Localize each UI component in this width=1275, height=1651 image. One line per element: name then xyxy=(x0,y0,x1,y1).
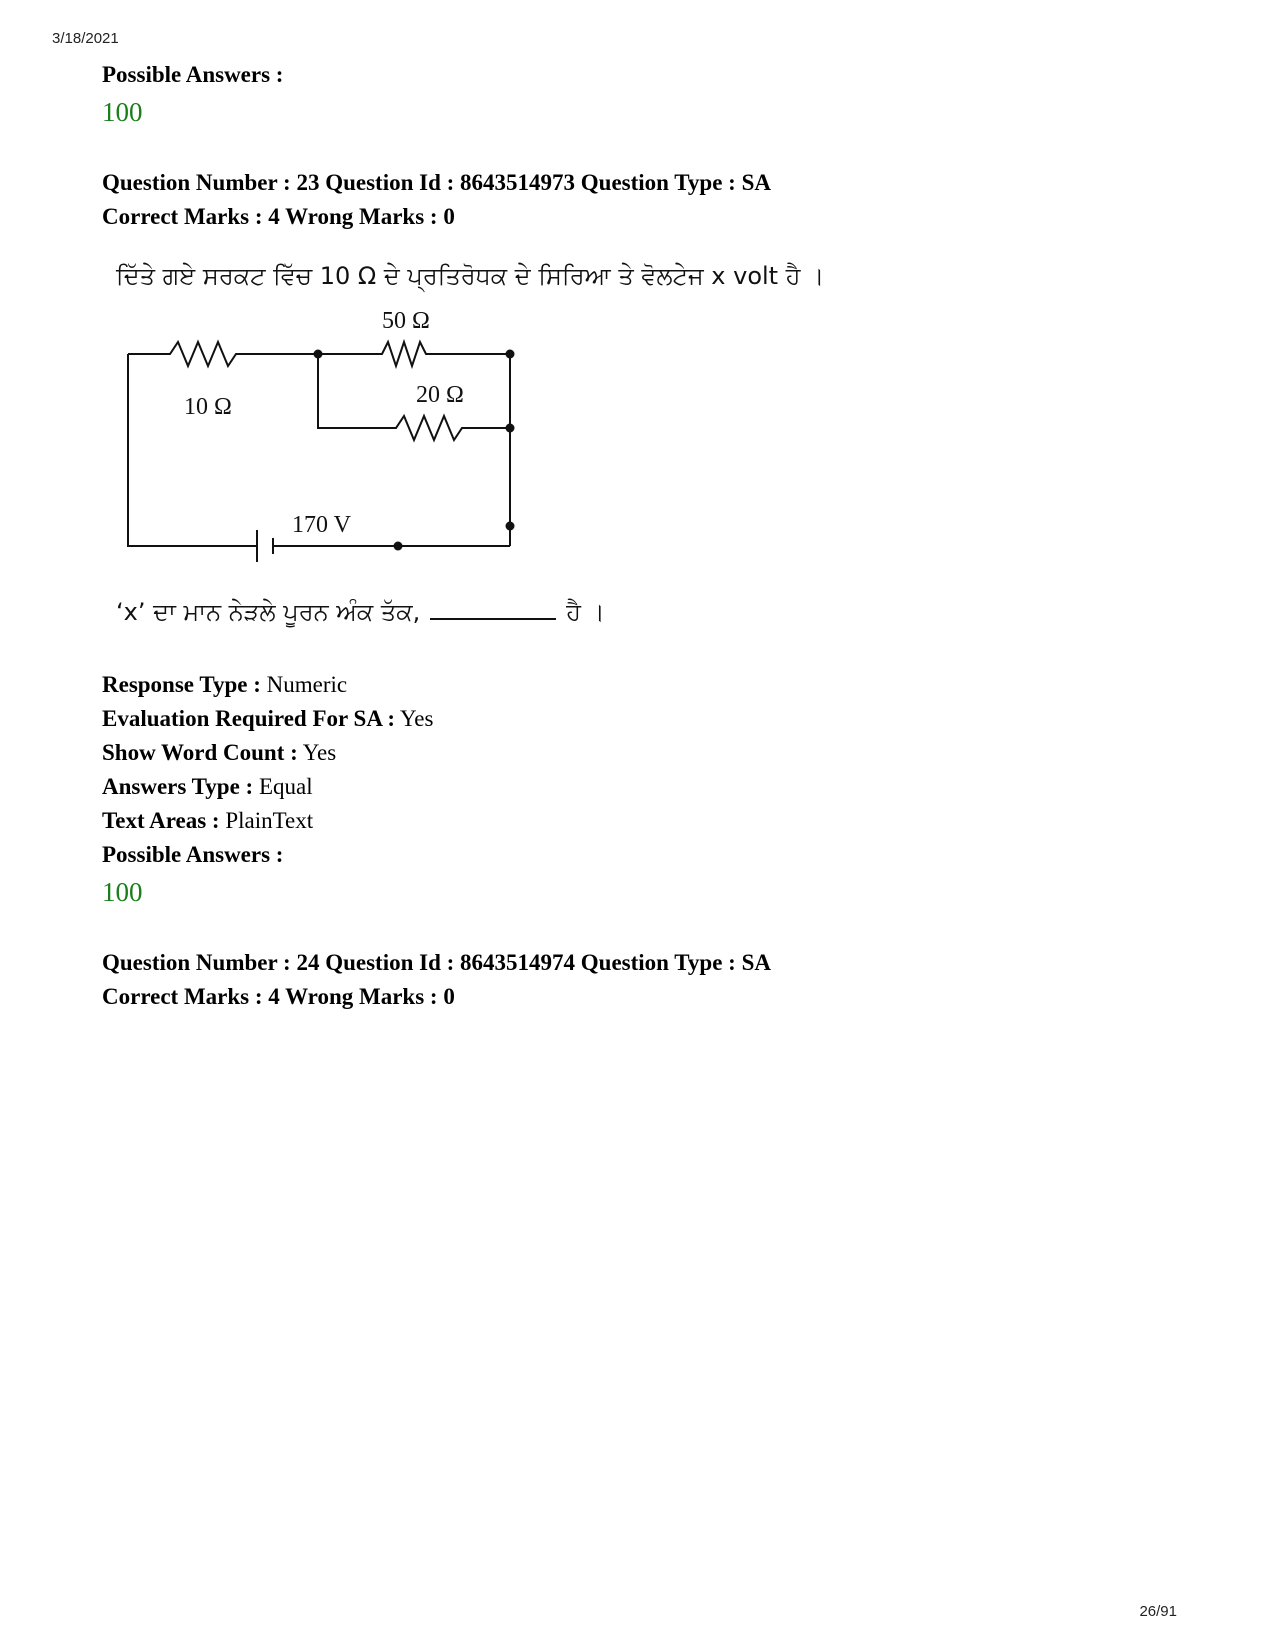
resistor-10-ohm xyxy=(128,342,318,366)
q23-question-foot xyxy=(116,598,605,626)
text-areas-value: PlainText xyxy=(225,808,314,833)
word-count-row: Show Word Count : Yes xyxy=(102,740,337,765)
q23-question-image xyxy=(102,254,842,644)
q23-marks: Correct Marks : 4 Wrong Marks : 0 xyxy=(102,204,455,229)
q23-possible-answer-value: 100 xyxy=(102,877,143,907)
resistor-50-ohm xyxy=(318,342,510,366)
answers-type-value: Equal xyxy=(258,774,313,799)
possible-answers-label: Possible Answers : xyxy=(102,62,284,87)
print-date: 3/18/2021 xyxy=(52,30,119,47)
evaluation-value: Yes xyxy=(400,706,434,731)
word-count-value: Yes xyxy=(302,740,337,765)
q23-question-text: ਦਿੱਤੇ ਗਏ ਸਰਕਟ ਵਿੱਚ 10 Ω ਦੇ ਪ੍ਰਤਿਰੋਧਕ ਦੇ ਸਿਰਿਆ ਤੇ ਵੋਲਟੇਜ x volt ਹੈ । xyxy=(116,262,825,290)
resistor-20-ohm xyxy=(318,354,510,440)
q24-header: Question Number : 24 Question Id : 8643514974 Question Type : SA xyxy=(102,950,771,975)
r1-label: 10 Ω xyxy=(184,394,232,420)
response-type-value: Numeric xyxy=(266,672,348,697)
r3-label: 20 Ω xyxy=(416,382,464,408)
possible-answer-value: 100 xyxy=(102,97,143,127)
q24-marks: Correct Marks : 4 Wrong Marks : 0 xyxy=(102,984,455,1009)
q23-header: Question Number : 23 Question Id : 8643514973 Question Type : SA xyxy=(102,170,771,195)
q23-possible-answers-label: Possible Answers : xyxy=(102,842,284,867)
response-type-row: Response Type : Numeric xyxy=(102,672,348,697)
q23-foot-text: ‘x’ ਦਾ ਮਾਨ ਨੇੜਲੇ ਪੂਰਨ ਅੰਕ ਤੱਕ, xyxy=(116,598,421,626)
answer-blank xyxy=(430,618,556,620)
q23-foot-end: ਹੈ । xyxy=(566,598,605,626)
source-label: 170 V xyxy=(292,512,351,538)
page-number: 26/91 xyxy=(1139,1603,1177,1620)
text-areas-row: Text Areas : PlainText xyxy=(102,808,314,833)
circuit-diagram xyxy=(102,304,582,564)
evaluation-row: Evaluation Required For SA : Yes xyxy=(102,706,434,731)
answers-type-row: Answers Type : Equal xyxy=(102,774,313,799)
r2-label: 50 Ω xyxy=(382,308,430,334)
document-content xyxy=(102,58,1182,1014)
